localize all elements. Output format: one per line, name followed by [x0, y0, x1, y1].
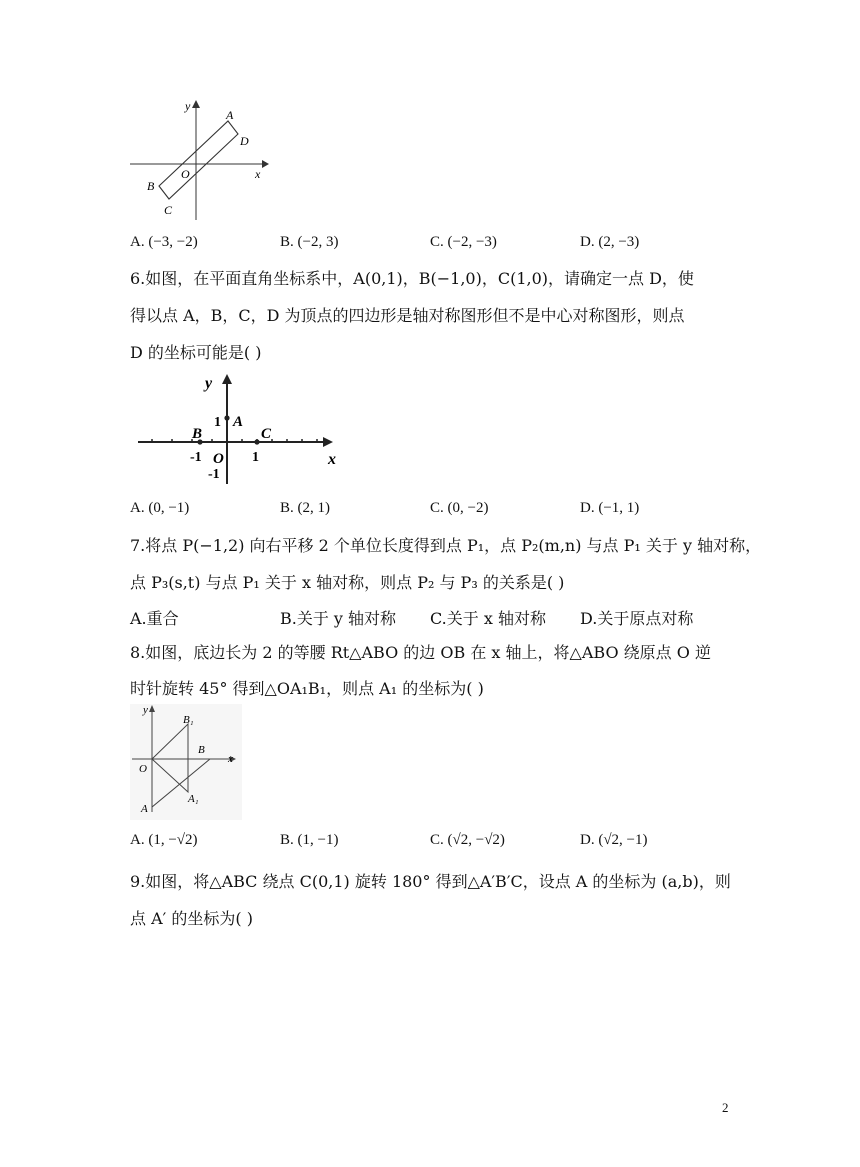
q5-option-c[interactable]: C. (−2, −3) [430, 234, 497, 250]
q6-label-x: x [328, 451, 336, 468]
q5-label-o: O [181, 167, 190, 181]
q6-option-d[interactable]: D. (−1, 1) [580, 500, 640, 516]
q5-label-x: x [255, 167, 261, 181]
q6-label-one-x: 1 [252, 450, 259, 465]
q5-label-y: y [185, 99, 191, 113]
q5-label-d: D [240, 134, 249, 148]
q5-label-c: C [164, 203, 173, 217]
q8-option-a[interactable]: A. (1, −√2) [130, 832, 198, 848]
q5-option-b[interactable]: B. (−2, 3) [280, 234, 339, 250]
q6-label-y: y [205, 375, 213, 392]
q8-figure [130, 704, 242, 820]
q8-label-o: O [139, 763, 147, 775]
q8-option-d[interactable]: D. (√2, −1) [580, 832, 648, 848]
q8-stem-line2: 时针旋转 45° 得到△OA₁B₁，则点 A₁ 的坐标为( ) [130, 679, 484, 698]
q5-label-a: A [226, 108, 234, 122]
q6-stem-line1: 6.如图，在平面直角坐标系中，A(0,1)，B(−1,0)，C(1,0)，请确定一点 D，使 [130, 269, 694, 288]
q8-label-x: x [228, 753, 233, 765]
q6-label-c: C [261, 426, 272, 442]
q5-rectangle [159, 121, 238, 199]
q6-label-b: B [192, 426, 203, 442]
q6-point-c [254, 439, 259, 444]
q7-option-d[interactable]: D.关于原点对称 [580, 609, 694, 628]
q8-label-y: y [143, 704, 148, 716]
q6-label-a: A [233, 414, 244, 430]
q8-label-a1: A₁ [188, 793, 199, 805]
q7-stem-line2: 点 P₃(s,t) 与点 P₁ 关于 x 轴对称，则点 P₂ 与 P₃ 的关系是( ) [130, 573, 565, 592]
q8-option-c[interactable]: C. (√2, −√2) [430, 832, 505, 848]
q6-option-b[interactable]: B. (2, 1) [280, 500, 330, 516]
q9-stem-line1: 9.如图，将△ABC 绕点 C(0,1) 旋转 180° 得到△A′B′C，设点 A 的坐标为 (a,b)，则 [130, 872, 731, 891]
q6-label-one-y: 1 [214, 415, 221, 430]
q8-label-b: B [198, 744, 205, 756]
q5-option-a[interactable]: A. (−3, −2) [130, 234, 198, 250]
q8-label-b1: B₁ [183, 714, 194, 726]
q6-label-neg-one-y: -1 [208, 467, 220, 482]
q8-option-b[interactable]: B. (1, −1) [280, 832, 339, 848]
q5-figure [128, 98, 270, 222]
q9-stem-line2: 点 A′ 的坐标为( ) [130, 909, 253, 928]
q6-option-c[interactable]: C. (0, −2) [430, 500, 489, 516]
q6-point-a [224, 415, 229, 420]
q6-option-a[interactable]: A. (0, −1) [130, 500, 190, 516]
q6-figure [130, 370, 350, 488]
q6-stem-line3: D 的坐标可能是( ) [130, 343, 262, 362]
q6-label-o: O [213, 451, 224, 467]
q8-label-a: A [141, 803, 148, 815]
q6-label-neg-one-x: -1 [190, 450, 202, 465]
q5-option-d[interactable]: D. (2, −3) [580, 234, 640, 250]
q5-label-b: B [147, 179, 155, 193]
q7-option-c[interactable]: C.关于 x 轴对称 [430, 609, 546, 628]
q7-stem-line1: 7.将点 P(−1,2) 向右平移 2 个单位长度得到点 P₁，点 P₂(m,n) 与点 P₁ 关于 y 轴对称， [130, 536, 762, 555]
page-number: 2 [722, 1100, 729, 1115]
q7-option-a[interactable]: A.重合 [130, 609, 179, 628]
q8-stem-line1: 8.如图，底边长为 2 的等腰 Rt△ABO 的边 OB 在 x 轴上，将△ABO 绕原点 O 逆 [130, 643, 711, 662]
q7-option-b[interactable]: B.关于 y 轴对称 [280, 609, 397, 628]
q6-stem-line2: 得以点 A，B，C，D 为顶点的四边形是轴对称图形但不是中心对称图形，则点 [130, 306, 685, 325]
